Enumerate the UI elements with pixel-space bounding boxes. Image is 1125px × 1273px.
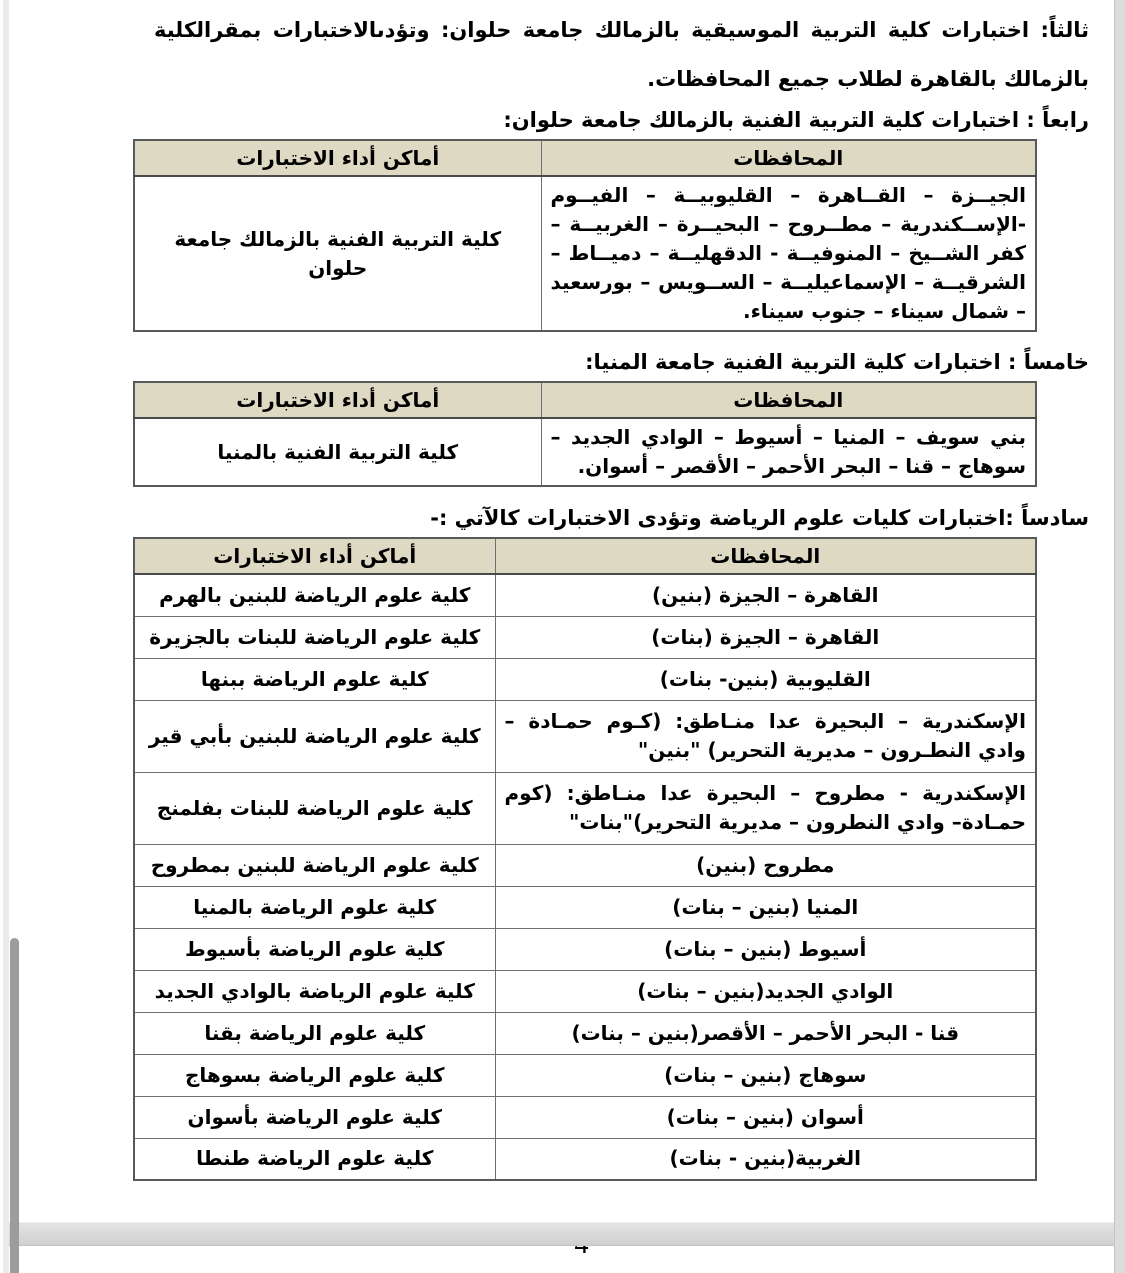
table-row bbox=[134, 772, 1036, 844]
governorates-cell: أسيوط (بنين – بنات) bbox=[495, 928, 1036, 970]
section-fifth-title: خامساً : اختبارات كلية التربية الفنية جامعة المنيا: bbox=[585, 350, 1089, 374]
governorates-cell: الإسكندرية – البحيرة عدا منـاطق: (كـوم حمـادة – وادي النطـرون – مديرية التحرير) "بنين" bbox=[495, 700, 1036, 772]
governorates-cell: المنيا (بنين – بنات) bbox=[495, 886, 1036, 928]
places-cell: كلية علوم الرياضة للبنات بالجزيرة bbox=[134, 616, 495, 658]
table-header-row bbox=[134, 382, 1036, 418]
governorates-header: المحافظات bbox=[495, 538, 1036, 574]
table-row bbox=[134, 418, 1036, 486]
governorates-header: المحافظات bbox=[541, 382, 1036, 418]
places-cell: كلية علوم الرياضة بأسوان bbox=[134, 1096, 495, 1138]
scrollbar-thumb[interactable] bbox=[10, 938, 19, 1273]
table-row bbox=[134, 886, 1036, 928]
governorates-cell: سوهاج (بنين – بنات) bbox=[495, 1054, 1036, 1096]
places-cell: كلية علوم الرياضة بالمنيا bbox=[134, 886, 495, 928]
places-cell: كلية علوم الرياضة للبنات بفلمنج bbox=[134, 772, 495, 844]
table-row bbox=[134, 1096, 1036, 1138]
governorates-cell: القاهرة – الجيزة (بنات) bbox=[495, 616, 1036, 658]
places-cell: كلية علوم الرياضة ببنها bbox=[134, 658, 495, 700]
table-row bbox=[134, 616, 1036, 658]
places-header: أماكن أداء الاختبارات bbox=[134, 538, 495, 574]
table-row bbox=[134, 1054, 1036, 1096]
places-header: أماكن أداء الاختبارات bbox=[134, 140, 541, 176]
table-sports-science bbox=[133, 537, 1037, 1181]
table-header-row bbox=[134, 538, 1036, 574]
table-header-row bbox=[134, 140, 1036, 176]
places-cell: كلية علوم الرياضة للبنين بالهرم bbox=[134, 574, 495, 616]
governorates-cell: قنا - البحر الأحمر – الأقصر(بنين – بنات) bbox=[495, 1012, 1036, 1054]
places-cell: كلية علوم الرياضة للبنين بمطروح bbox=[134, 844, 495, 886]
section-fourth-title: رابعاً : اختبارات كلية التربية الفنية بالزمالك جامعة حلوان: bbox=[503, 108, 1089, 132]
section-sixth-title: سادساً :اختبارات كليات علوم الرياضة وتؤدى الاختبارات كالآتي :- bbox=[430, 506, 1089, 530]
places-cell: كلية التربية الفنية بالمنيا bbox=[134, 418, 541, 486]
governorates-cell: الإسكندرية - مطروح – البحيرة عدا منـاطق: (كوم حمـادة– وادي النطرون – مديرية التحرير)"بنات" bbox=[495, 772, 1036, 844]
table-row bbox=[134, 176, 1036, 331]
governorates-cell: القاهرة – الجيزة (بنين) bbox=[495, 574, 1036, 616]
governorates-cell: مطروح (بنين) bbox=[495, 844, 1036, 886]
places-cell: كلية علوم الرياضة للبنين بأبي قير bbox=[134, 700, 495, 772]
places-cell: كلية علوم الرياضة بقنا bbox=[134, 1012, 495, 1054]
scrollbar-track-left[interactable] bbox=[3, 0, 9, 1273]
table-row bbox=[134, 574, 1036, 616]
table-row bbox=[134, 844, 1036, 886]
places-header: أماكن أداء الاختبارات bbox=[134, 382, 541, 418]
table-fine-arts-zamalek bbox=[133, 139, 1037, 332]
places-cell: كلية علوم الرياضة بسوهاج bbox=[134, 1054, 495, 1096]
table-row bbox=[134, 658, 1036, 700]
governorates-cell: الغربية(بنين - بنات) bbox=[495, 1138, 1036, 1180]
section-third-paragraph: ثالثاً: اختبارات كلية التربية الموسيقية بالزمالك جامعة حلوان: وتؤدىالاختبارات بمقرالكلية بالزمالك بالقاهرة لطلاب جميع المحافظات. bbox=[154, 18, 1089, 91]
governorates-header: المحافظات bbox=[541, 140, 1036, 176]
places-cell: كلية علوم الرياضة طنطا bbox=[134, 1138, 495, 1180]
document-page bbox=[9, 0, 1114, 1261]
window-edge-right bbox=[1114, 0, 1125, 1273]
table-row bbox=[134, 700, 1036, 772]
governorates-cell: أسوان (بنين – بنات) bbox=[495, 1096, 1036, 1138]
places-cell: كلية علوم الرياضة بأسيوط bbox=[134, 928, 495, 970]
table-fine-arts-minia bbox=[133, 381, 1037, 487]
governorates-cell: بني سويف – المنيا – أسيوط – الوادي الجديد – سوهاج – قنا – البحر الأحمر – الأقصر – أسوان. bbox=[541, 418, 1036, 486]
governorates-cell: القليوبية (بنين- بنات) bbox=[495, 658, 1036, 700]
table-row bbox=[134, 970, 1036, 1012]
governorates-cell: الجيــزة – القــاهرة – القليوبيــة – الفيــوم -الإســكندرية – مطــروح – البحيــرة – الغربيــة – كفر الشــيخ – المنوفيــة - الدقهليــة – دميــاط – الشرقيــة – الإسماعيليــة – الســويس – بورسعيد – شمال سيناء – جنوب سيناء. bbox=[541, 176, 1036, 331]
page-separator bbox=[9, 1222, 1115, 1246]
table-row bbox=[134, 1012, 1036, 1054]
table-row bbox=[134, 928, 1036, 970]
places-cell: كلية علوم الرياضة بالوادي الجديد bbox=[134, 970, 495, 1012]
places-cell: كلية التربية الفنية بالزمالك جامعة حلوان bbox=[134, 176, 541, 331]
table-row bbox=[134, 1138, 1036, 1180]
governorates-cell: الوادي الجديد(بنين – بنات) bbox=[495, 970, 1036, 1012]
